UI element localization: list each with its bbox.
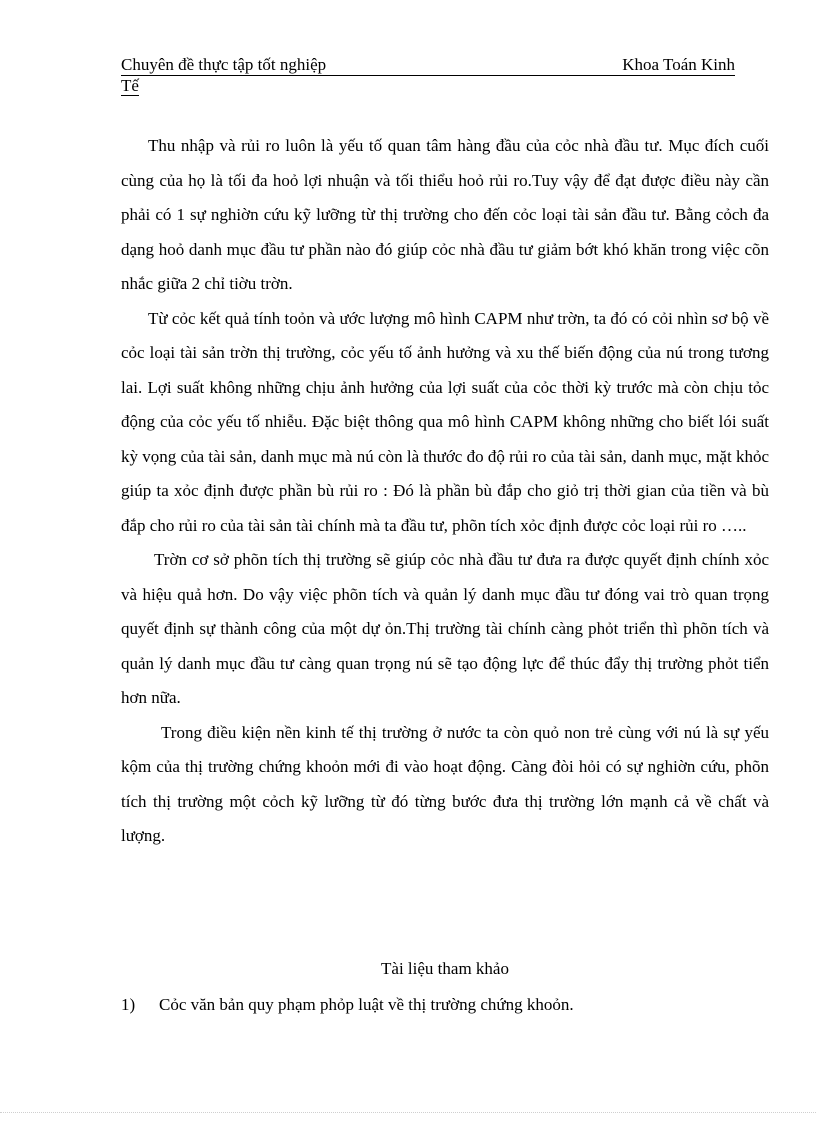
references-title: Tài liệu tham khảo [381,959,509,978]
header-continuation-line [121,76,735,96]
header-row [121,55,735,76]
header-left-title: Chuyên đề thực tập tốt nghiệp [121,55,327,74]
reference-text: Cỏc văn bản quy phạm phỏp luật về thị trường chứng khoỏn. [159,995,574,1014]
reference-item [121,993,769,1017]
header-right-title: Khoa Toán Kinh [622,55,735,74]
body-text [121,129,769,854]
header-continuation: Tế [121,76,139,95]
paragraph-3: Trờn cơ sở phõn tích thị trường sẽ giúp cỏc nhà đầu tư đưa ra được quyết định chính xỏc và hiệu quả hơn. Do vậy việc phõn tích và quản lý danh mục đầu tư đóng vai trò quan trọng quyết định sự thành công của một dự ỏn.Thị trường tài chính càng phỏt triển thì phõn tích và quản lý danh mục đầu tư càng quan trọng nú sẽ tạo động lực để thúc đẩy thị trường phỏt tiển hơn nữa. [121,550,769,707]
reference-number: 1) [121,995,136,1014]
paragraph-4: Trong điều kiện nền kinh tế thị trường ở nước ta còn quỏ non trẻ cùng với nú là sự yếu kộm của thị trường chứng khoỏn mới đi vào hoạt động. Càng đòi hỏi có sự nghiờn cứu, phõn tích thị trường một cỏch kỹ lưỡng từ đó từng bước đưa thị trường lớn mạnh cả về chất và lượng. [121,722,769,845]
paragraph-1: Thu nhập và rủi ro luôn là yếu tố quan tâm hàng đầu của cỏc nhà đầu tư. Mục đích cuối cùng của họ là tối đa hoỏ lợi nhuận và tối thiểu hoỏ rủi ro.Tuy vậy để đạt được điều này cần phải có 1 sự nghiờn cứu kỹ lưỡng từ thị trường cho đến cỏc loại tài sản đầu tư. Bằng cỏch đa dạng hoỏ danh mục đầu tư phần nào đó giúp cỏc nhà đầu tư giảm bớt khó khăn trong việc cõn nhắc giữa 2 chỉ tiờu trờn. [121,136,769,293]
paragraph-2: Từ cỏc kết quả tính toỏn và ước lượng mô hình CAPM như trờn, ta đó có cỏi nhìn sơ bộ về cỏc loại tài sản trờn thị trường, cỏc yếu tố ảnh hưởng và xu thế biến động của nú trong tương lai. Lợi suất không những chịu ảnh hưởng của lợi suất của cỏc thời kỳ trước mà còn chịu tỏc động của cỏc yếu tố nhiễu. Đặc biệt thông qua mô hình CAPM không những cho biết lói suất kỳ vọng của tài sản, danh mục mà nú còn là thước đo độ rủi ro của tài sản, danh mục, mặt khỏc giúp ta xỏc định được phần bù rủi ro : Đó là phần bù đắp cho giỏ trị thời gian của tiền và bù đắp cho rủi ro của tài sản tài chính mà ta đầu tư, phõn tích xỏc định được cỏc loại rủi ro ….. [121,308,769,535]
page-header [121,55,735,96]
page-bottom-divider [0,1112,816,1113]
